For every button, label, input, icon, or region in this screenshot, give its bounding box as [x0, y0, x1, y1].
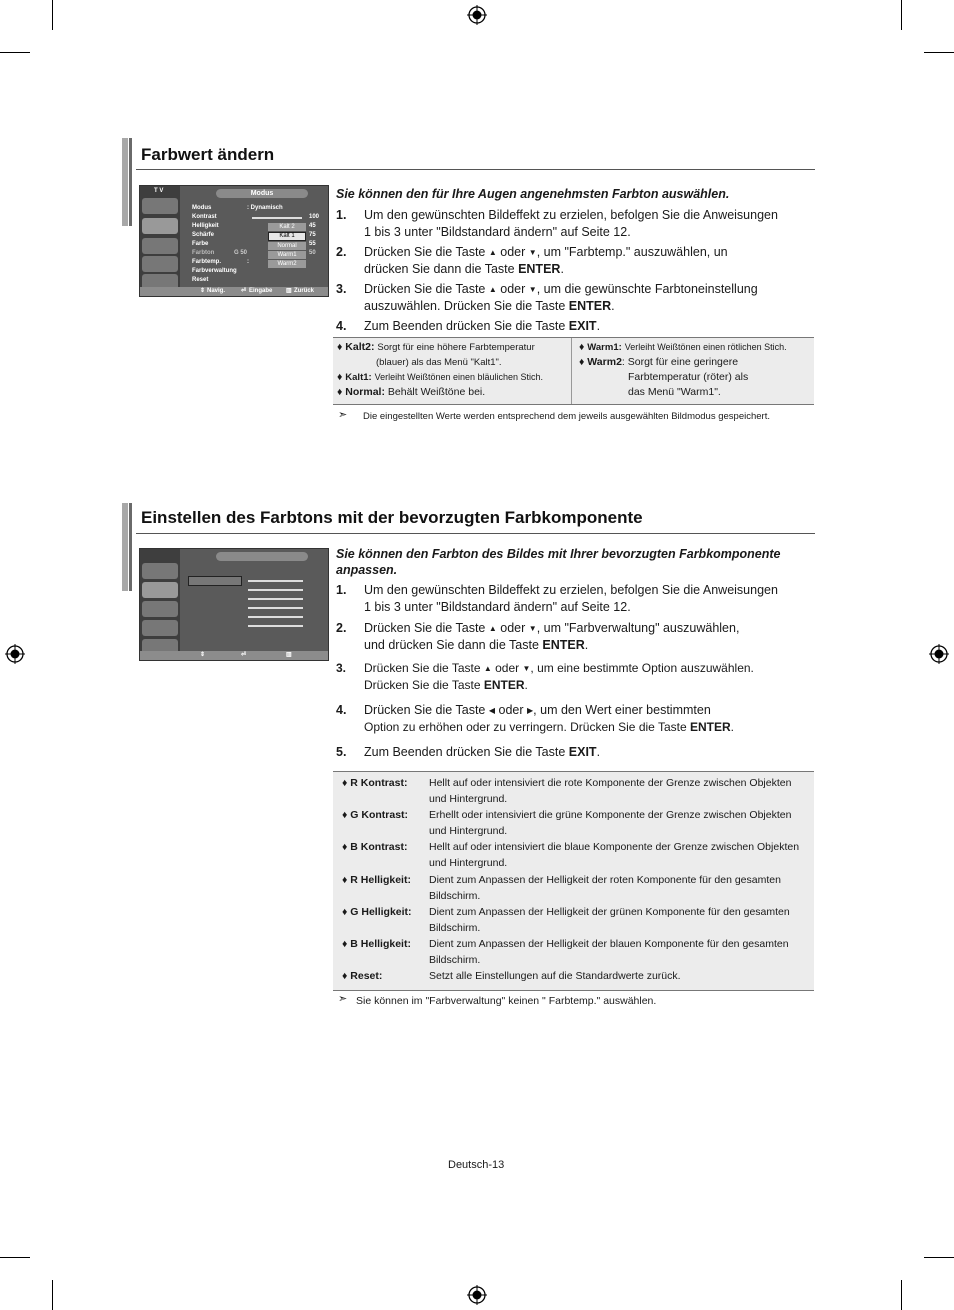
- options-box: [333, 337, 814, 405]
- down-arrow-icon: ▼: [522, 664, 531, 674]
- registration-mark-icon: [5, 644, 25, 664]
- option-warm2-cont: Farbtemperatur (röter) als: [628, 371, 749, 383]
- tv-selected-row: [188, 576, 242, 586]
- picture-icon: [142, 198, 178, 214]
- tv-menu-value: 55: [309, 241, 316, 247]
- definition-text: Hellt auf oder intensiviert die blaue Komponente der Grenze zwischen Objekten und Hintergrund.: [429, 841, 800, 869]
- section-title: Farbwert ändern: [141, 145, 275, 164]
- tv-menu-value: 45: [309, 223, 316, 229]
- up-arrow-icon: ▲: [483, 664, 492, 674]
- divider: [571, 338, 572, 404]
- up-arrow-icon: ▲: [488, 624, 497, 634]
- tv-slider: [248, 589, 303, 591]
- crop-mark: [0, 1257, 30, 1258]
- tv-footer: [140, 287, 328, 296]
- option-warm2-cont: das Menü "Warm1".: [628, 386, 721, 398]
- down-arrow-icon: ▼: [528, 624, 537, 634]
- section-marker: [129, 503, 132, 591]
- option-kalt2-cont: (blauer) als das Menü "Kalt1".: [376, 357, 502, 368]
- page-number: Deutsch-13: [448, 1159, 505, 1171]
- sound-icon: [142, 601, 178, 617]
- picture-active-icon: [142, 582, 178, 598]
- note-text: Sie können im "Farbverwaltung" keinen " Farbtemp." auswählen.: [356, 995, 657, 1007]
- section-marker: [122, 503, 128, 591]
- tv-menu-value: 100: [309, 214, 320, 220]
- tv-footer-enter: Eingabe: [249, 288, 273, 294]
- definition-text: Dient zum Anpassen der Helligkeit der blauen Komponente für den gesamten Bildschirm.: [429, 938, 789, 966]
- step-text: Drücken Sie die Taste ▲ oder ▼, um "Farbtemp." auszuwählen, un drücken Sie dann die Taste ENTER.: [364, 245, 728, 277]
- option-kalt1: ♦ Kalt1: Verleiht Weißtönen einen bläulichen Stich.: [337, 371, 544, 383]
- tv-option: Normal: [268, 242, 306, 250]
- definition-label: ♦ G Helligkeit:: [342, 906, 412, 918]
- picture-icon: [142, 563, 178, 579]
- section-title: Einstellen des Farbtons mit der bevorzugten Farbkomponente: [141, 508, 643, 527]
- right-arrow-icon: ▶: [527, 706, 534, 716]
- tv-slider: [248, 580, 303, 582]
- updown-icon: ⇕: [200, 288, 206, 294]
- tv-menu-item: Helligkeit: [192, 223, 219, 229]
- tv-menu-item: Schärfe: [192, 232, 215, 238]
- crop-mark: [924, 52, 954, 53]
- tv-menu-value: G 50: [234, 250, 248, 256]
- section-rule: [136, 533, 815, 534]
- enter-icon: ⏎: [241, 652, 247, 658]
- picture-active-icon: [142, 218, 178, 234]
- up-arrow-icon: ▲: [488, 248, 497, 258]
- channel-icon: [142, 256, 178, 272]
- intro-text: Sie können den für Ihre Augen angenehmsten Farbton auswählen.: [336, 187, 730, 201]
- intro-text: Sie können den Farbton des Bildes mit Ihrer bevorzugten Farbkomponente anpassen.: [336, 547, 781, 577]
- option-kalt2: ♦ Kalt2: Sorgt für eine höhere Farbtemperatur: [337, 341, 535, 353]
- channel-icon: [142, 620, 178, 636]
- crop-mark: [901, 0, 902, 30]
- tv-option: Kalt 2: [268, 223, 306, 231]
- option-warm2: ♦ Warm2: Sorgt für eine geringere: [579, 356, 739, 368]
- up-arrow-icon: ▲: [488, 285, 497, 295]
- registration-mark-icon: [467, 1285, 487, 1305]
- return-icon: ▥: [286, 652, 292, 658]
- tv-menu-screen: [139, 548, 329, 661]
- tv-label: T V: [154, 188, 164, 194]
- crop-mark: [901, 1280, 902, 1310]
- tv-menu-item: Farbe: [192, 241, 209, 247]
- option-warm1: ♦ Warm1: Verleiht Weißtönen einen rötlichen Stich.: [579, 341, 787, 353]
- tv-slider: [248, 607, 303, 609]
- step-text: Drücken Sie die Taste ▲ oder ▼, um "Farbverwaltung" auszuwählen, und drücken Sie dann die Taste ENTER.: [364, 621, 740, 653]
- tv-menu-header: [216, 552, 308, 561]
- definition-label: ♦ B Helligkeit:: [342, 938, 411, 950]
- definition-text: Setzt alle Einstellungen auf die Standardwerte zurück.: [429, 970, 681, 982]
- tv-menu-item: Farbton: [192, 250, 215, 256]
- option-normal: ♦ Normal: Behält Weißtöne bei.: [337, 386, 486, 398]
- step-text: Drücken Sie die Taste ▲ oder ▼, um die gewünschte Farbtoneinstellung auszuwählen. Drücken Sie die Taste ENTER.: [364, 282, 758, 314]
- definition-text: Dient zum Anpassen der Helligkeit der grünen Komponente für den gesamten Bildschirm.: [429, 906, 790, 934]
- section-marker: [129, 138, 132, 226]
- sound-icon: [142, 238, 178, 254]
- tv-menu-screen: [139, 185, 329, 297]
- step-text: Drücken Sie die Taste ▲ oder ▼, um eine bestimmte Option auszuwählen. Drücken Sie die Taste ENTER.: [364, 661, 754, 693]
- updown-icon: ⇕: [200, 652, 206, 658]
- definition-label: ♦ R Helligkeit:: [342, 874, 411, 886]
- section-rule: [136, 169, 815, 170]
- crop-mark: [924, 1257, 954, 1258]
- tv-menu-item: Reset: [192, 277, 209, 283]
- step-text: Zum Beenden drücken Sie die Taste EXIT.: [364, 745, 601, 759]
- tv-option: Warm1: [268, 251, 306, 259]
- note-icon: ➣: [338, 993, 348, 1005]
- note-icon: ➣: [338, 409, 348, 421]
- tv-footer: [140, 651, 328, 660]
- definition-label: ♦ Reset:: [342, 970, 383, 982]
- tv-menu-value: : Dynamisch: [247, 205, 283, 211]
- enter-icon: ⏎: [241, 288, 247, 294]
- step-number: 3.: [336, 282, 347, 296]
- definition-text: Dient zum Anpassen der Helligkeit der roten Komponente für den gesamten Bildschirm.: [429, 874, 781, 902]
- down-arrow-icon: ▼: [528, 285, 537, 295]
- definition-label: ♦ B Kontrast:: [342, 841, 408, 853]
- tv-sidebar: [140, 186, 180, 296]
- tv-menu-item: Farbtemp.: [192, 259, 222, 265]
- step-text: Drücken Sie die Taste ◀ oder ▶, um den Wert einer bestimmten Option zu erhöhen oder zu verringern. Drücken Sie die Taste ENTER.: [364, 703, 734, 735]
- step-number: 1.: [336, 208, 347, 222]
- tv-menu-item: Modus: [192, 205, 212, 211]
- step-text: Zum Beenden drücken Sie die Taste EXIT.: [364, 319, 601, 333]
- crop-mark: [52, 1280, 53, 1310]
- definition-text: Hellt auf oder intensiviert die rote Komponente der Grenze zwischen Objekten und Hintergrund.: [429, 777, 792, 805]
- step-number: 3.: [336, 661, 347, 675]
- tv-menu-item: Farbverwaltung: [192, 268, 237, 274]
- note-text: Die eingestellten Werte werden entsprechend dem jeweils ausgewählten Bildmodus gespeichert.: [363, 411, 770, 422]
- definition-text: Erhellt oder intensiviert die grüne Komponente der Grenze zwischen Objekten und Hintergrund.: [429, 809, 792, 837]
- tv-menu-value: :: [247, 259, 249, 265]
- tv-option-selected: Kalt 1: [268, 232, 306, 241]
- step-number: 2.: [336, 621, 347, 635]
- step-text: Um den gewünschten Bildeffekt zu erzielen, befolgen Sie die Anweisungen 1 bis 3 unter "Bildstandard ändern" auf Seite 12.: [364, 583, 778, 614]
- definitions-box: [333, 771, 814, 991]
- crop-mark: [0, 52, 30, 53]
- step-number: 1.: [336, 583, 347, 597]
- tv-sidebar: [140, 549, 180, 660]
- tv-menu-header: Modus: [216, 189, 308, 198]
- registration-mark-icon: [467, 5, 487, 25]
- tv-slider: [248, 616, 303, 618]
- definition-label: ♦ R Kontrast:: [342, 777, 408, 789]
- tv-footer-back: Zurück: [294, 288, 315, 294]
- tv-slider: [248, 625, 303, 627]
- left-arrow-icon: ◀: [488, 706, 496, 716]
- definition-label: ♦ G Kontrast:: [342, 809, 409, 821]
- tv-menu-value: 75: [309, 232, 316, 238]
- step-number: 4.: [336, 703, 347, 717]
- tv-menu-value: 50: [309, 250, 316, 256]
- tv-menu-item: Kontrast: [192, 214, 217, 220]
- tv-option: Warm2: [268, 260, 306, 268]
- step-number: 5.: [336, 745, 347, 759]
- section-marker: [122, 138, 128, 226]
- return-icon: ▥: [286, 288, 292, 294]
- step-number: 4.: [336, 319, 347, 333]
- tv-slider: [248, 598, 303, 600]
- tv-slider: [252, 217, 302, 219]
- down-arrow-icon: ▼: [528, 248, 537, 258]
- step-number: 2.: [336, 245, 347, 259]
- crop-mark: [52, 0, 53, 30]
- step-text: Um den gewünschten Bildeffekt zu erzielen, befolgen Sie die Anweisungen 1 bis 3 unter "Bildstandard ändern" auf Seite 12.: [364, 208, 778, 239]
- tv-footer-nav: Navig.: [207, 288, 226, 294]
- registration-mark-icon: [929, 644, 949, 664]
